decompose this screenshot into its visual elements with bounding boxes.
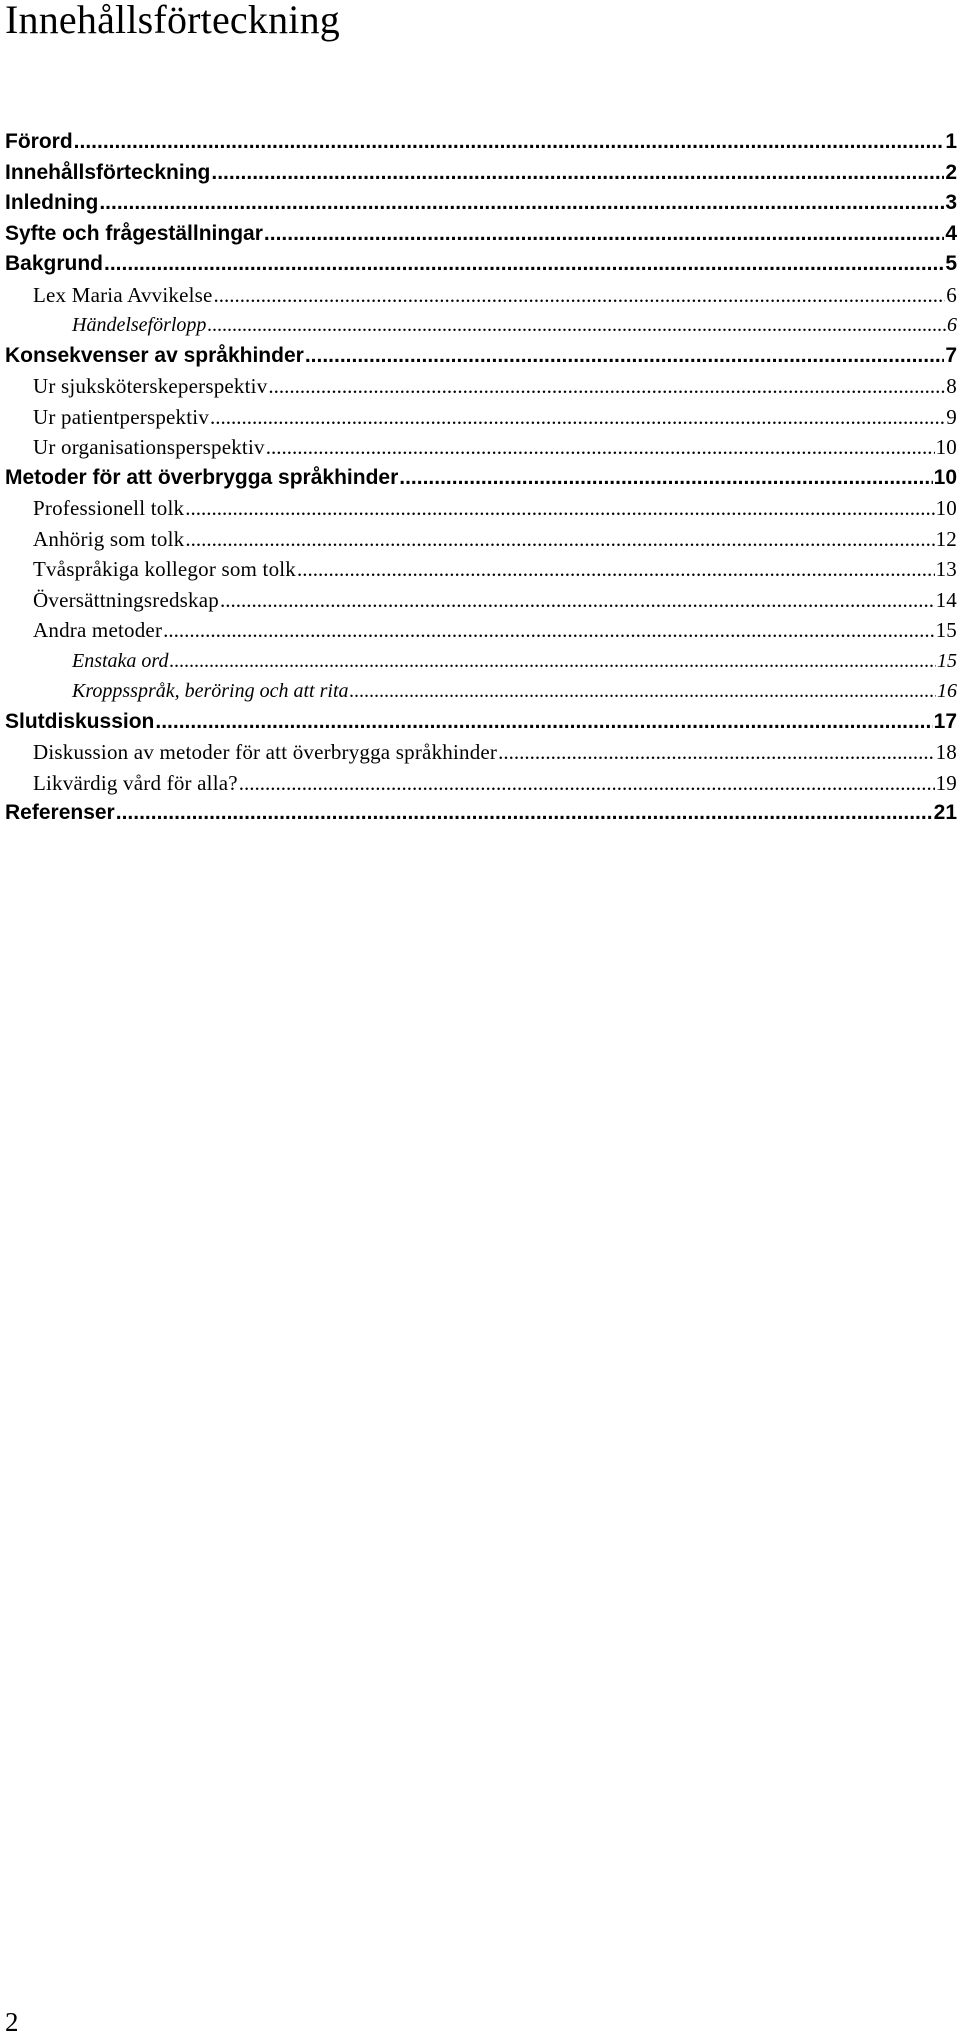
toc-dot-leader [185, 493, 934, 524]
toc-entry[interactable] [5, 249, 957, 280]
toc-entry-page-number: 16 [937, 680, 957, 702]
toc-entry-label: Kroppsspråk, beröring och att rita [72, 680, 349, 702]
toc-dot-leader [305, 341, 945, 372]
toc-entry-page-number: 9 [946, 404, 957, 429]
toc-dot-leader [74, 127, 945, 158]
toc-entry[interactable] [5, 341, 957, 372]
toc-entry[interactable] [5, 737, 957, 768]
toc-entry-page-number: 10 [935, 496, 957, 520]
toc-entry[interactable] [5, 646, 957, 677]
toc-entry[interactable] [5, 493, 957, 524]
toc-entry-label: Händelseförlopp [72, 314, 207, 336]
toc-entry-label: Enstaka ord [72, 649, 169, 672]
toc-entry-page-number: 14 [935, 587, 957, 612]
toc-entry-label: Innehållsförteckning [5, 160, 211, 184]
toc-dot-leader [350, 676, 937, 707]
toc-entry-page-number: 7 [945, 343, 957, 367]
toc-entry-page-number: 12 [935, 526, 957, 551]
toc-entry-label: Inledning [5, 191, 99, 214]
toc-dot-leader [211, 158, 944, 189]
toc-entry[interactable] [5, 524, 957, 555]
toc-dot-leader [155, 707, 932, 738]
toc-dot-leader [214, 280, 946, 311]
toc-entry[interactable] [5, 158, 957, 189]
toc-entry-page-number: 18 [935, 740, 957, 764]
toc-dot-leader [399, 463, 932, 494]
toc-entry-label: Konsekvenser av språkhinder [5, 343, 304, 367]
toc-dot-leader [116, 798, 933, 829]
toc-entry[interactable] [5, 554, 957, 585]
toc-entry-page-number: 21 [933, 801, 957, 824]
table-of-contents [5, 127, 957, 829]
toc-entry-label: Anhörig som tolk [33, 526, 185, 551]
toc-entry-page-number: 10 [933, 465, 957, 489]
toc-entry-label: Bakgrund [5, 252, 104, 275]
toc-entry-label: Ur patientperspektiv [33, 404, 210, 429]
toc-dot-leader [210, 402, 945, 433]
toc-dot-leader [163, 615, 934, 646]
toc-entry-label: Ur sjuksköterskeperspektiv [33, 374, 268, 398]
toc-entry-label: Professionell tolk [33, 496, 185, 520]
toc-entry[interactable] [5, 615, 957, 646]
toc-entry-page-number: 8 [946, 374, 957, 398]
toc-entry-label: Andra metoder [33, 618, 163, 642]
toc-entry-page-number: 17 [933, 709, 957, 733]
page-number: 2 [5, 2007, 19, 2037]
toc-entry[interactable] [5, 371, 957, 402]
toc-entry[interactable] [5, 585, 957, 616]
toc-entry-label: Referenser [5, 801, 115, 824]
toc-entry[interactable] [5, 798, 957, 829]
toc-entry[interactable] [5, 768, 957, 799]
toc-entry-page-number: 6 [946, 282, 957, 307]
toc-entry[interactable] [5, 127, 957, 158]
toc-entry[interactable] [5, 707, 957, 738]
toc-entry-label: Tvåspråkiga kollegor som tolk [33, 557, 296, 581]
toc-dot-leader [99, 188, 944, 219]
toc-entry-page-number: 10 [935, 435, 957, 459]
toc-entry-page-number: 4 [945, 221, 957, 245]
toc-dot-leader [268, 371, 945, 402]
toc-entry-page-number: 15 [935, 618, 957, 642]
toc-dot-leader [239, 768, 935, 799]
toc-entry[interactable] [5, 402, 957, 433]
toc-entry-page-number: 1 [945, 130, 957, 153]
toc-dot-leader [264, 219, 944, 250]
toc-dot-leader [104, 249, 944, 280]
toc-entry[interactable] [5, 188, 957, 219]
toc-entry[interactable] [5, 432, 957, 463]
toc-entry-label: Likvärdig vård för alla? [33, 770, 238, 795]
toc-dot-leader [297, 554, 935, 585]
toc-dot-leader [266, 432, 935, 463]
toc-entry-label: Lex Maria Avvikelse [33, 282, 213, 307]
toc-entry[interactable] [5, 310, 957, 341]
toc-entry[interactable] [5, 676, 957, 707]
toc-entry-label: Slutdiskussion [5, 709, 155, 733]
toc-dot-leader [185, 524, 934, 555]
toc-entry-label: Metoder för att överbrygga språkhinder [5, 465, 399, 489]
toc-dot-leader [220, 585, 935, 616]
page-title: Innehållsförteckning [5, 0, 340, 42]
toc-entry[interactable] [5, 463, 957, 494]
toc-entry-page-number: 5 [945, 252, 957, 275]
toc-entry-label: Förord [5, 130, 73, 153]
toc-entry-page-number: 15 [937, 649, 957, 672]
toc-dot-leader [169, 646, 936, 677]
toc-entry-page-number: 3 [945, 191, 957, 214]
toc-entry-label: Ur organisationsperspektiv [33, 435, 265, 459]
toc-entry-label: Syfte och frågeställningar [5, 221, 263, 245]
toc-entry-label: Diskussion av metoder för att överbrygga språkhinder [33, 740, 498, 764]
toc-entry[interactable] [5, 219, 957, 250]
toc-dot-leader [498, 737, 934, 768]
toc-entry-page-number: 13 [935, 557, 957, 581]
toc-entry-page-number: 19 [935, 770, 957, 795]
toc-dot-leader [207, 310, 946, 341]
toc-entry-page-number: 6 [947, 314, 957, 336]
toc-entry[interactable] [5, 280, 957, 311]
toc-entry-page-number: 2 [945, 160, 957, 184]
toc-entry-label: Översättningsredskap [33, 587, 219, 612]
